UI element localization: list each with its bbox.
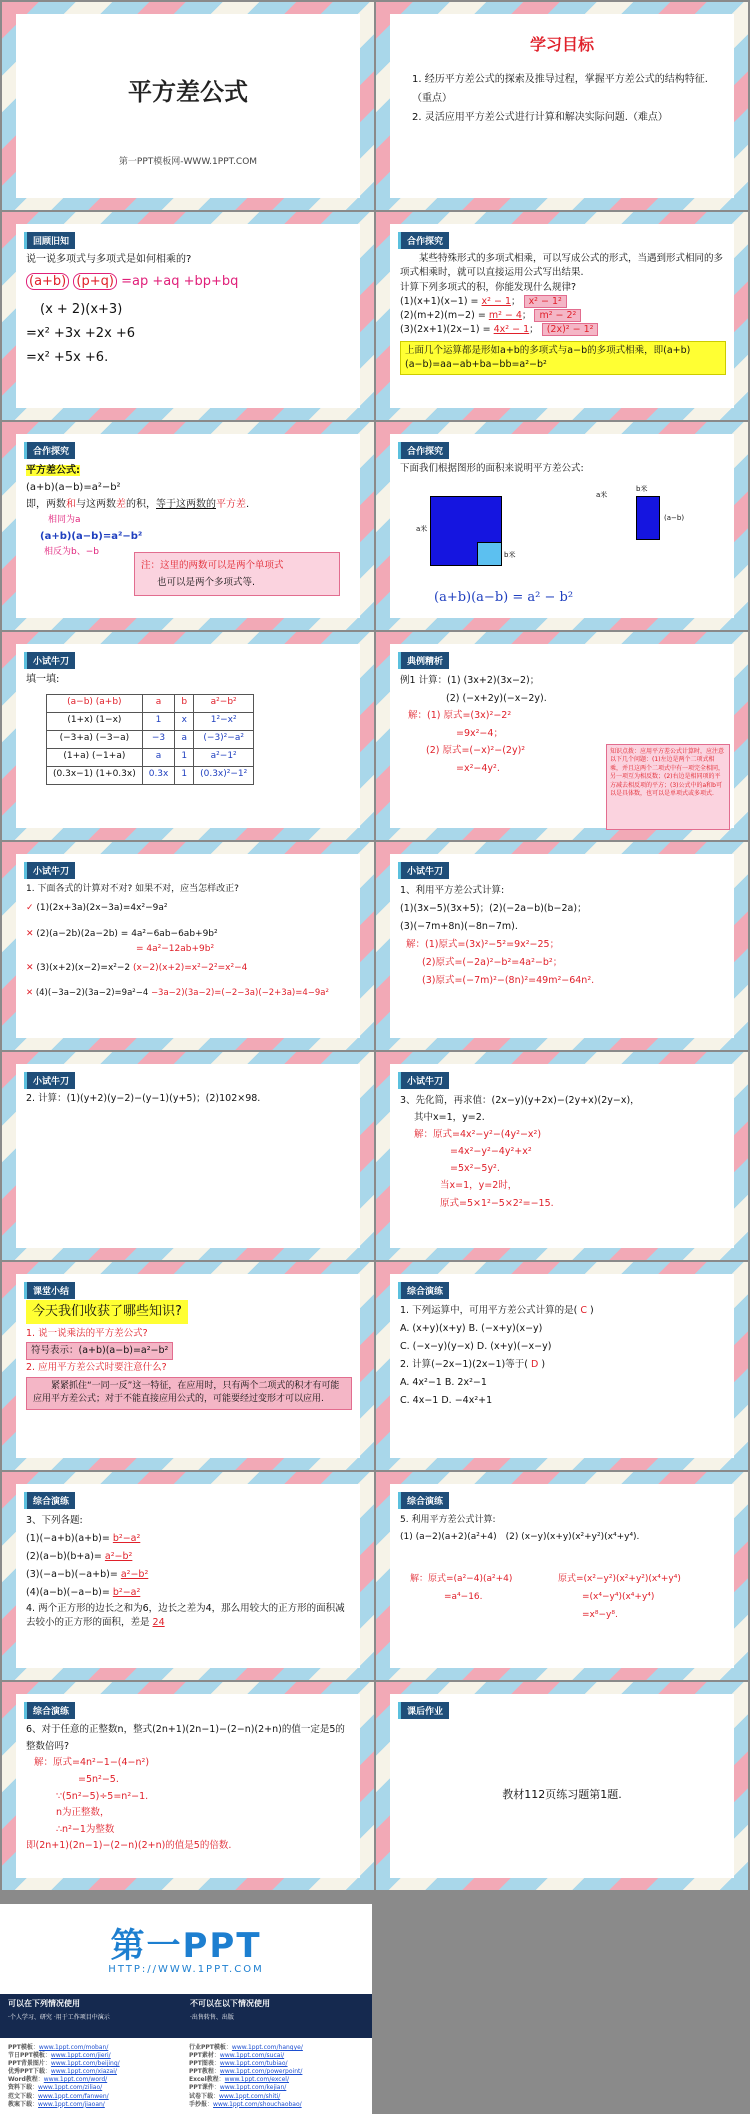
summary-q1: 1. 说一说乘法的平方差公式? (26, 1328, 148, 1340)
slide-card (390, 224, 734, 408)
slide-card (390, 1484, 734, 1668)
usage-allowed-title: 可以在下列情况使用 (8, 1999, 80, 2008)
link-item[interactable]: 试卷下载：www.1ppt.com/shiti/ (189, 2092, 281, 2100)
slide-homework[interactable] (376, 1682, 748, 1890)
drill-item-4: (4)(a−b)(−a−b)= b²−a² (26, 1587, 141, 1599)
fill-table (46, 694, 254, 785)
table-row: (0.3x−1) (1+0.3x) 0.3x 1 (0.3x)²−1² (47, 766, 254, 784)
link-item[interactable]: 资料下载：www.1ppt.com/ziliao/ (8, 2084, 103, 2092)
slide-tag: 小试牛刀 (398, 862, 449, 879)
link-item[interactable]: PPT模板：www.1ppt.com/moban/ (8, 2044, 109, 2051)
simplify-step-3: =5x²−5y². (450, 1163, 500, 1175)
slide-tag: 综合演练 (398, 1282, 449, 1299)
slide-card (390, 14, 734, 198)
slide-card (16, 1694, 360, 1878)
simplify-step-4: 当x=1，y=2时， (440, 1180, 518, 1192)
explore-row-2: (2)(m+2)(m−2) = m² − 4； m² − 2² (400, 309, 726, 323)
drill-step-4: n为正整数， (56, 1807, 110, 1819)
link-item[interactable]: PPT图表：www.1ppt.com/tubiao/ (189, 2060, 288, 2068)
slide-card (390, 1064, 734, 1248)
rect-label-b: b米 (636, 485, 648, 493)
drill-step-3: ∵(5n²−5)÷5=n²−1. (56, 1790, 149, 1802)
slide-drill-4[interactable] (2, 1682, 374, 1890)
brand-logo: 第一PPT (110, 1926, 262, 1966)
knowledge-tip: 知识点拨：应用平方差公式计算时，应注意以下几个问题：(1)左边是两个二项式相乘，并且这两个二项式中有一项完全相同，另一项互为相反数；(2)右边是相同项的平方减去相反项的平方；(3)公式中的a和b可以是具体数，也可以是单项式或多项式. (606, 744, 730, 830)
practice-answer-1: 解：(1)原式=(3x)²−5²=9x²−25； (406, 939, 560, 951)
slide-check-errors[interactable] (2, 842, 374, 1050)
example-question-2: (2) (−x+2y)(−x−2y). (446, 692, 547, 704)
slide-title[interactable] (2, 2, 374, 210)
simplify-step-5: 原式=5×1²−5×2²=−15. (440, 1197, 554, 1209)
usage-denied-title: 不可以在以下情况使用 (190, 1999, 270, 2008)
slide-card (390, 1274, 734, 1458)
check-question: 1. 下面各式的计算对不对? 如果不对，应当怎样改正? (26, 884, 239, 894)
drill-question: 3、下列各题: (26, 1515, 83, 1526)
slide-tag: 综合演练 (24, 1492, 75, 1509)
slide-card (390, 644, 734, 828)
practice-problems-2: (3)(−7m+8n)(−8n−7m). (400, 921, 518, 933)
table-row: (−3+a) (−3−a) −3 a (−3)²−a² (47, 730, 254, 748)
slide-tag: 合作探究 (398, 232, 449, 249)
example-sol-1a: 解：(1) 原式=(3x)²−2² (408, 710, 512, 722)
link-item[interactable]: 行业PPT模板：www.1ppt.com/hangye/ (189, 2044, 303, 2051)
drill-options-4: C. 4x−1 D. −4x²+1 (400, 1395, 493, 1407)
drill-solution-1: 解：原式=(a²−4)(a²+4) =a⁴−16. (410, 1574, 513, 1602)
slide-card (16, 1064, 360, 1248)
slide-drill-3[interactable] (376, 1472, 748, 1680)
slide-goals[interactable] (376, 2, 748, 210)
expansion-line (26, 272, 352, 292)
drill-question-1: 1. 下列运算中，可用平方差公式计算的是( C ) (400, 1305, 594, 1316)
review-question: 说一说多项式与多项式是如何相乘的? (26, 254, 192, 265)
correct-mark-icon: ✓ (26, 903, 34, 914)
slide-formula[interactable] (2, 422, 374, 630)
slide-tag: 合作探究 (24, 442, 75, 459)
drill-step-1: 解：原式=4n²−1−(4−n²) (34, 1757, 150, 1769)
slide-card (390, 854, 734, 1038)
explore-row-3: (3)(2x+1)(2x−1) = 4x² − 1； (2x)² − 1² (400, 323, 726, 337)
slide-subtitle: 第一PPT模板网-WWW.1PPT.COM (118, 157, 258, 167)
link-item[interactable]: Excel教程：www.1ppt.com/excel/ (189, 2076, 289, 2084)
summary-q2: 2. 应用平方差公式时要注意什么? (26, 1362, 167, 1374)
drill-options-2: C. (−x−y)(y−x) D. (x+y)(−x−y) (400, 1341, 552, 1353)
link-item[interactable]: 节日PPT模板：www.1ppt.com/jieri/ (8, 2052, 111, 2060)
slide-card (16, 1274, 360, 1458)
area-equation: (a+b)(a−b) = a² − b² (434, 590, 574, 605)
simplify-step-2: =4x²−y²−4y²+x² (450, 1146, 532, 1158)
rect-label-amb: (a−b) (664, 514, 685, 522)
rect-label-a: a米 (596, 491, 608, 499)
table-row: (1+x) (1−x) 1 x 1²−x² (47, 712, 254, 730)
slide-drill-1[interactable] (376, 1262, 748, 1470)
slide-card (16, 434, 360, 618)
drill-question: 6、对于任意的正整数n，整式(2n+1)(2n−1)−(2−n)(2+n)的值一定是5的整数倍吗? (26, 1724, 345, 1752)
usage-allowed-text: ·个人学习、研究 ·用于工作项目中演示 (8, 2014, 110, 2021)
practice-problems-1: (1)(3x−5)(3x+5)；(2)(−2a−b)(b−2a)； (400, 903, 587, 915)
summary-symbol: 符号表示：(a+b)(a−b)=a²−b² (26, 1342, 173, 1360)
link-item[interactable]: Word教程：www.1ppt.com/word/ (8, 2076, 108, 2084)
slide-tag: 小试牛刀 (398, 1072, 449, 1089)
slide-tag: 小试牛刀 (24, 652, 75, 669)
formula-label: 平方差公式: (26, 465, 80, 476)
formula-description: 即，两数和与这两数差的积，等于这两数的平方差. (26, 499, 250, 510)
example-step: =x² +3x +2x +6 (26, 325, 136, 341)
slide-card (16, 1484, 360, 1668)
usage-band (0, 1994, 372, 2038)
wrong-mark-icon: ✕ (26, 928, 34, 939)
link-item[interactable]: PPT素材：www.1ppt.com/sucai/ (189, 2052, 285, 2060)
brand-url[interactable]: HTTP://WWW.1PPT.COM (108, 1964, 264, 1975)
slide-area-proof[interactable] (376, 422, 748, 630)
formula-structure: (a+b)(a−b)=a²−b² (40, 531, 143, 543)
usage-denied-text: ·出售转售、出版 (190, 2014, 234, 2021)
example-question: 例1 计算：(1) (3x+2)(3x−2)； (400, 675, 540, 686)
link-item[interactable]: PPT课件：www.1ppt.com/kejian/ (189, 2084, 287, 2092)
slide-tag: 合作探究 (398, 442, 449, 459)
goal-item: 1. 经历平方差公式的探索及推导过程，掌握平方差公式的结构特征.（重点） (412, 74, 708, 104)
example-sol-1b: =9x²−4； (456, 727, 503, 739)
example-expr: (x + 2)(x+3) (40, 301, 123, 317)
summary-heading: 今天我们收获了哪些知识? (26, 1300, 188, 1324)
drill-step-5: ∴n²−1为整数 (56, 1823, 115, 1835)
wrong-mark-icon: ✕ (26, 963, 34, 974)
simplify-question: 3、先化简，再求值：(2x−y)(y+2x)−(2y+x)(2y−x)， (400, 1095, 640, 1106)
practice-answer-2: (2)原式=(−2a)²−b²=4a²−b²； (422, 957, 563, 969)
fill-question: 填一填: (26, 674, 60, 685)
rectangle-diagram (636, 496, 660, 540)
example-sol-2a: (2) 原式=(−x)²−(2y)² (426, 745, 526, 757)
slide-practice-2[interactable] (2, 1052, 374, 1260)
slide-practice-1[interactable] (376, 842, 748, 1050)
drill-item-1: (1)(−a+b)(a+b)= b²−a² (26, 1533, 141, 1545)
practice-answer-3: (3)原式=(−7m)²−(8n)²=49m²−64n². (422, 975, 595, 987)
label-a: a米 (416, 525, 428, 533)
area-question: 下面我们根据图形的面积来说明平方差公式: (400, 463, 584, 474)
slide-card: 小试牛刀 1. 下面各式的计算对不对? 如果不对，应当怎样改正? ✓ (1)(2x+3a)(2x−3a)=4x²−9a² ✕ (2)(a−2b)(2a−2b) = 4a²−6ab−6ab+9b² = 4a²−12ab+9b² ✕ (3)(x+2)(x−2)=x²−2 (x−2)(x+2)=x²−2²=x²−4 ✕ (4)(−3a−2)(3a−2)=9a²−4 −3a−2)(3a−2)=(−2−3a)(−2+3a)=4−9a² (16, 854, 360, 1038)
link-item[interactable]: 教案下载：www.1ppt.com/jiaoan/ (8, 2100, 105, 2108)
example-sol-2b: =x²−4y². (456, 762, 500, 774)
link-item[interactable]: 范文下载：www.1ppt.com/fanwen/ (8, 2092, 109, 2100)
homework-text: 教材112页练习题第1题. (502, 1788, 622, 1801)
slide-tag: 课后作业 (398, 1702, 449, 1719)
link-item[interactable]: 手抄报：www.1ppt.com/shouchaobao/ (189, 2100, 302, 2108)
slide-review[interactable] (2, 212, 374, 420)
factor-p-q: (p+q) (73, 273, 117, 290)
slide-example-1[interactable] (376, 632, 748, 840)
simplify-condition: 其中x=1，y=2. (414, 1112, 485, 1124)
factor-a-b: (a+b) (26, 273, 69, 290)
expansion-result: =ap +aq +bp+bq (121, 273, 239, 289)
slide-tag: 综合演练 (24, 1702, 75, 1719)
explore-summary: 上面几个运算都是形如a+b的多项式与a−b的多项式相乘，即(a+b)(a−b)=aa−ab+ba−bb=a²−b² (400, 341, 726, 376)
explore-intro: 某些特殊形式的多项式相乘，可以写成公式的形式，当遇到形式相同的多项式相乘时，就可以直接运用公式写出结果. (400, 253, 724, 279)
link-item[interactable]: PPT背景图片：www.1ppt.com/beijing/ (8, 2060, 120, 2068)
drill-question: 5. 利用平方差公式计算: (400, 1515, 496, 1525)
resource-links (8, 2044, 364, 2109)
opposite-term-label: 相反为b、−b (44, 547, 99, 558)
slide-tag: 综合演练 (398, 1492, 449, 1509)
table-header-row: (a−b) (a+b) a b a²−b² (47, 694, 254, 712)
slide-tag: 课堂小结 (24, 1282, 75, 1299)
drill-conclusion: 即(2n+1)(2n−1)−(2−n)(2+n)的值是5的倍数. (26, 1840, 232, 1852)
drill-question-4: 4. 两个正方形的边长之和为6，边长之差为4，那么用较大的正方形的面积减去较小的正方形的面积，差是 24 (26, 1603, 345, 1629)
goal-item: 2. 灵活应用平方差公式进行计算和解决实际问题.（难点） (412, 112, 668, 123)
simplify-step-1: 解：原式=4x²−y²−(4y²−x²) (414, 1129, 542, 1141)
slide-tag: 小试牛刀 (24, 862, 75, 879)
slide-fill-table[interactable] (2, 632, 374, 840)
drill-step-2: =5n²−5. (78, 1773, 119, 1785)
goals-heading: 学习目标 (529, 35, 594, 54)
formula-text: (a+b)(a−b)=a²−b² (26, 482, 121, 493)
explore-question: 计算下列多项式的积，你能发现什么规律? (400, 281, 577, 293)
slide-card (390, 1694, 734, 1878)
slide-card (16, 644, 360, 828)
slide-explore-1[interactable] (376, 212, 748, 420)
drill-options-1: A. (x+y)(x+y) B. (−x+y)(x−y) (400, 1323, 543, 1335)
slide-card (16, 224, 360, 408)
explore-row-1: (1)(x+1)(x−1) = x² − 1； x² − 1² (400, 295, 726, 309)
table-row: (1+a) (−1+a) a 1 a²−1² (47, 748, 254, 766)
formula-note: 注：这里的两数可以是两个单项式 也可以是两个多项式等. (134, 552, 340, 596)
wrong-mark-icon: ✕ (26, 988, 34, 999)
drill-item-3: (3)(−a−b)(−a+b)= a²−b² (26, 1569, 149, 1581)
drill-solution-2: 原式=(x²−y²)(x²+y²)(x⁴+y⁴) =(x⁴−y⁴)(x⁴+y⁴) =x⁸−y⁸. (558, 1574, 681, 1620)
slide-tag: 典例精析 (398, 652, 449, 669)
summary-note: 紧紧抓住“一同一反”这一特征，在应用时，只有两个二项式的积才有可能应用平方差公式；对于不能直接应用公式的，可能要经过变形才可以应用. (26, 1377, 352, 1410)
square-b-diagram (477, 542, 502, 566)
slide-tag: 回顾旧知 (24, 232, 75, 249)
slide-card (390, 434, 734, 618)
example-result: =x² +5x +6. (26, 349, 109, 365)
drill-item-2: (2)(a−b)(b+a)= a²−b² (26, 1551, 133, 1563)
label-b: b米 (504, 551, 516, 559)
drill-problems: (1) (a−2)(a+2)(a²+4) (2) (x−y)(x+y)(x²+y²)(x⁴+y⁴). (400, 1532, 640, 1543)
slide-simplify[interactable] (376, 1052, 748, 1260)
same-term-label: 相同为a (48, 515, 81, 525)
link-item[interactable]: 优秀PPT下载：www.1ppt.com/xiazai/ (8, 2068, 117, 2076)
slide-summary[interactable] (2, 1262, 374, 1470)
drill-question-2: 2. 计算(−2x−1)(2x−1)等于( D ) (400, 1359, 546, 1371)
slide-card (16, 14, 360, 198)
slide-main-title: 平方差公式 (128, 77, 248, 106)
drill-options-3: A. 4x²−1 B. 2x²−1 (400, 1377, 487, 1389)
slide-drill-2[interactable] (2, 1472, 374, 1680)
practice-question: 1、利用平方差公式计算: (400, 885, 505, 896)
link-item[interactable]: PPT教程：www.1ppt.com/powerpoint/ (189, 2068, 303, 2076)
promo-footer (0, 1904, 372, 2114)
practice-question: 2. 计算：(1)(y+2)(y−2)−(y−1)(y+5)；(2)102×98. (26, 1093, 261, 1104)
slide-tag: 小试牛刀 (24, 1072, 75, 1089)
